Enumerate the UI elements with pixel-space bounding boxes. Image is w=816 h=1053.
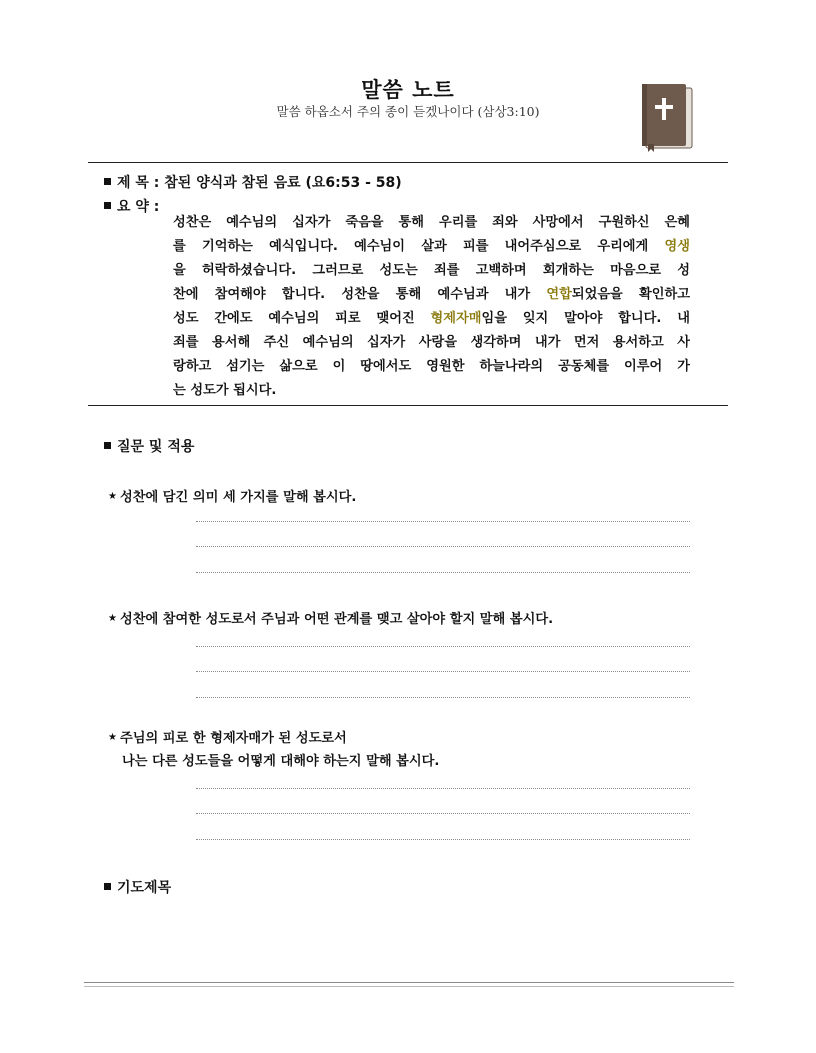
questions-heading: 질문 및 적용 <box>104 436 194 456</box>
summary-line: 는 성도가 됩시다. <box>173 383 277 398</box>
header-divider <box>88 162 728 163</box>
square-bullet-icon <box>104 178 111 185</box>
answer-line[interactable] <box>196 839 690 840</box>
summary-line: 을 허락하셨습니다. 그러므로 성도는 죄를 고백하며 회개하는 마음으로 성 <box>173 263 690 278</box>
summary-line: 랑하고 섬기는 삶으로 이 땅에서도 영원한 하늘나라의 공동체를 이루어 가 <box>173 359 690 374</box>
answer-line[interactable] <box>196 697 690 698</box>
page-subtitle: 말씀 하옵소서 주의 종이 듣겠나이다 (삼상3:10) <box>276 104 540 119</box>
star-bullet-icon: ★ <box>108 613 117 624</box>
answer-line[interactable] <box>196 671 690 672</box>
summary-row <box>104 196 159 216</box>
question-1: ★ 성찬에 담긴 의미 세 가지를 말해 봅시다. <box>108 490 357 505</box>
square-bullet-icon <box>104 883 111 890</box>
summary-line: 죄를 용서해 주신 예수님의 십자가 사랑을 생각하며 내가 먼저 용서하고 사 <box>173 335 690 350</box>
summary-divider <box>88 405 728 406</box>
answer-line[interactable] <box>196 646 690 647</box>
summary-line: 를 기억하는 예식입니다. 예수님이 살과 피를 내어주심으로 우리에게 영생 <box>173 239 690 254</box>
summary-label: 요 약 : <box>117 199 160 215</box>
answer-line[interactable] <box>196 521 690 522</box>
answer-line[interactable] <box>196 572 690 573</box>
answer-line[interactable] <box>196 813 690 814</box>
footer-rule <box>84 982 734 983</box>
question-2: ★ 성찬에 참여한 성도로서 주님과 어떤 관계를 맺고 살아야 할지 말해 봅시다. <box>108 612 554 627</box>
bible-book-icon <box>640 82 696 154</box>
square-bullet-icon <box>104 202 111 209</box>
summary-line: 성찬은 예수님의 십자가 죽음을 통해 우리를 죄와 사망에서 구원하신 은혜 <box>173 215 690 230</box>
answer-line[interactable] <box>196 788 690 789</box>
highlight-term: 영생 <box>664 239 690 254</box>
star-bullet-icon: ★ <box>108 732 117 743</box>
answer-line[interactable] <box>196 546 690 547</box>
star-bullet-icon: ★ <box>108 491 117 502</box>
summary-line: 성도 간에도 예수님의 피로 맺어진 형제자매임을 잊지 말아야 합니다. 내 <box>173 311 690 326</box>
summary-line: 찬에 참여해야 합니다. 성찬을 통해 예수님과 내가 연합되었음을 확인하고 <box>173 287 690 302</box>
square-bullet-icon <box>104 442 111 449</box>
highlight-term: 형제자매 <box>430 311 482 326</box>
highlight-term: 연합 <box>546 287 572 302</box>
question-3: ★ 주님의 피로 한 형제자매가 된 성도로서 <box>108 731 347 746</box>
page-title: 말씀 노트 <box>361 78 455 102</box>
prayer-heading: 기도제목 <box>104 877 171 897</box>
subject-label: 제 목 : <box>117 175 160 191</box>
question-3-line2: 나는 다른 성도들을 어떻게 대해야 하는지 말해 봅시다. <box>122 754 440 769</box>
subject-row <box>104 172 402 192</box>
subject-text: 참된 양식과 참된 음료 (요6:53 - 58) <box>164 175 402 191</box>
footer-rule <box>84 986 734 987</box>
